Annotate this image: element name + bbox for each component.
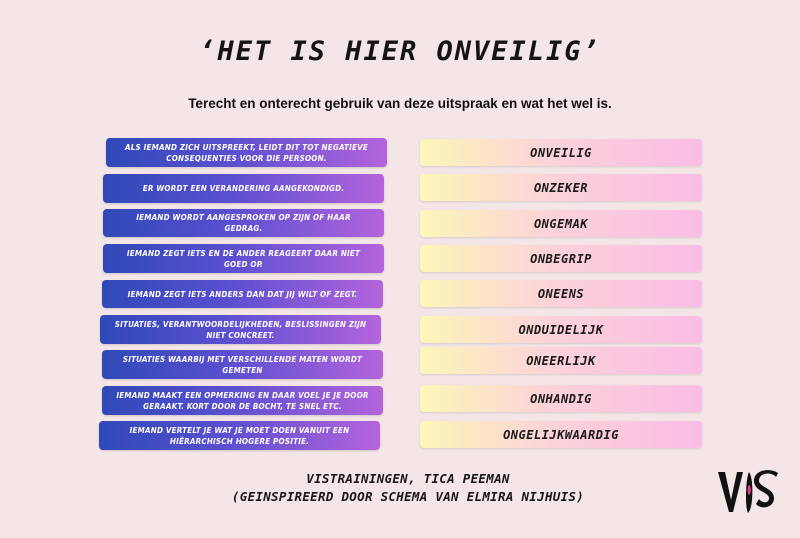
situation-box-6: SITUATIES, VERANTWOORDELIJKHEDEN, BESLISSINGEN ZIJN NIET CONCREET.: [100, 315, 381, 344]
label-box-8: ONHANDIG: [420, 385, 702, 412]
situation-box-5: IEMAND ZEGT IETS ANDERS DAN DAT JIJ WILT OF ZEGT.: [102, 280, 383, 308]
label-box-5: ONEENS: [420, 280, 702, 307]
footer-credit: [0, 470, 800, 506]
situation-box-2: ER WORDT EEN VERANDERING AANGEKONDIGD.: [103, 174, 384, 203]
situation-box-9: IEMAND VERTELT JE WAT JE MOET DOEN VANUIT EEN HIËRARCHISCH HOGERE POSITIE.: [99, 421, 380, 450]
page-subtitle: Terecht en onterecht gebruik van deze uitspraak en wat het wel is.: [188, 96, 612, 111]
label-box-6: ONDUIDELIJK: [420, 316, 702, 343]
label-box-2: ONZEKER: [420, 174, 702, 201]
page-title: ‘HET IS HIER ONVEILIG’: [199, 36, 601, 67]
label-box-1: ONVEILIG: [420, 139, 702, 166]
situation-box-7: SITUATIES WAARBIJ MET VERSCHILLENDE MATEN WORDT GEMETEN: [102, 350, 383, 379]
vis-logo: [716, 466, 780, 516]
situation-box-3: IEMAND WORDT AANGESPROKEN OP ZIJN OF HAAR GEDRAG.: [103, 209, 384, 237]
label-box-4: ONBEGRIP: [420, 245, 702, 272]
label-box-7: ONEERLIJK: [420, 347, 702, 374]
situation-box-8: IEMAND MAAKT EEN OPMERKING EN DAAR VOEL JE JE DOOR GERAAKT. KORT DOOR DE BOCHT, TE SNEL ETC.: [102, 386, 383, 415]
footer-line-2: (GEINSPIREERD DOOR SCHEMA VAN ELMIRA NIJHUIS): [231, 489, 585, 504]
situation-box-4: IEMAND ZEGT IETS EN DE ANDER REAGEERT DAAR NIET GOED OP.: [103, 244, 384, 273]
label-box-3: ONGEMAK: [420, 210, 702, 237]
situation-box-1: ALS IEMAND ZICH UITSPREEKT, LEIDT DIT TOT NEGATIEVE CONSEQUENTIES VOOR DIE PERSOON.: [106, 138, 387, 167]
label-box-9: ONGELIJKWAARDIG: [420, 421, 702, 448]
footer-line-1: VISTRAININGEN, TICA PEEMAN: [306, 471, 510, 486]
